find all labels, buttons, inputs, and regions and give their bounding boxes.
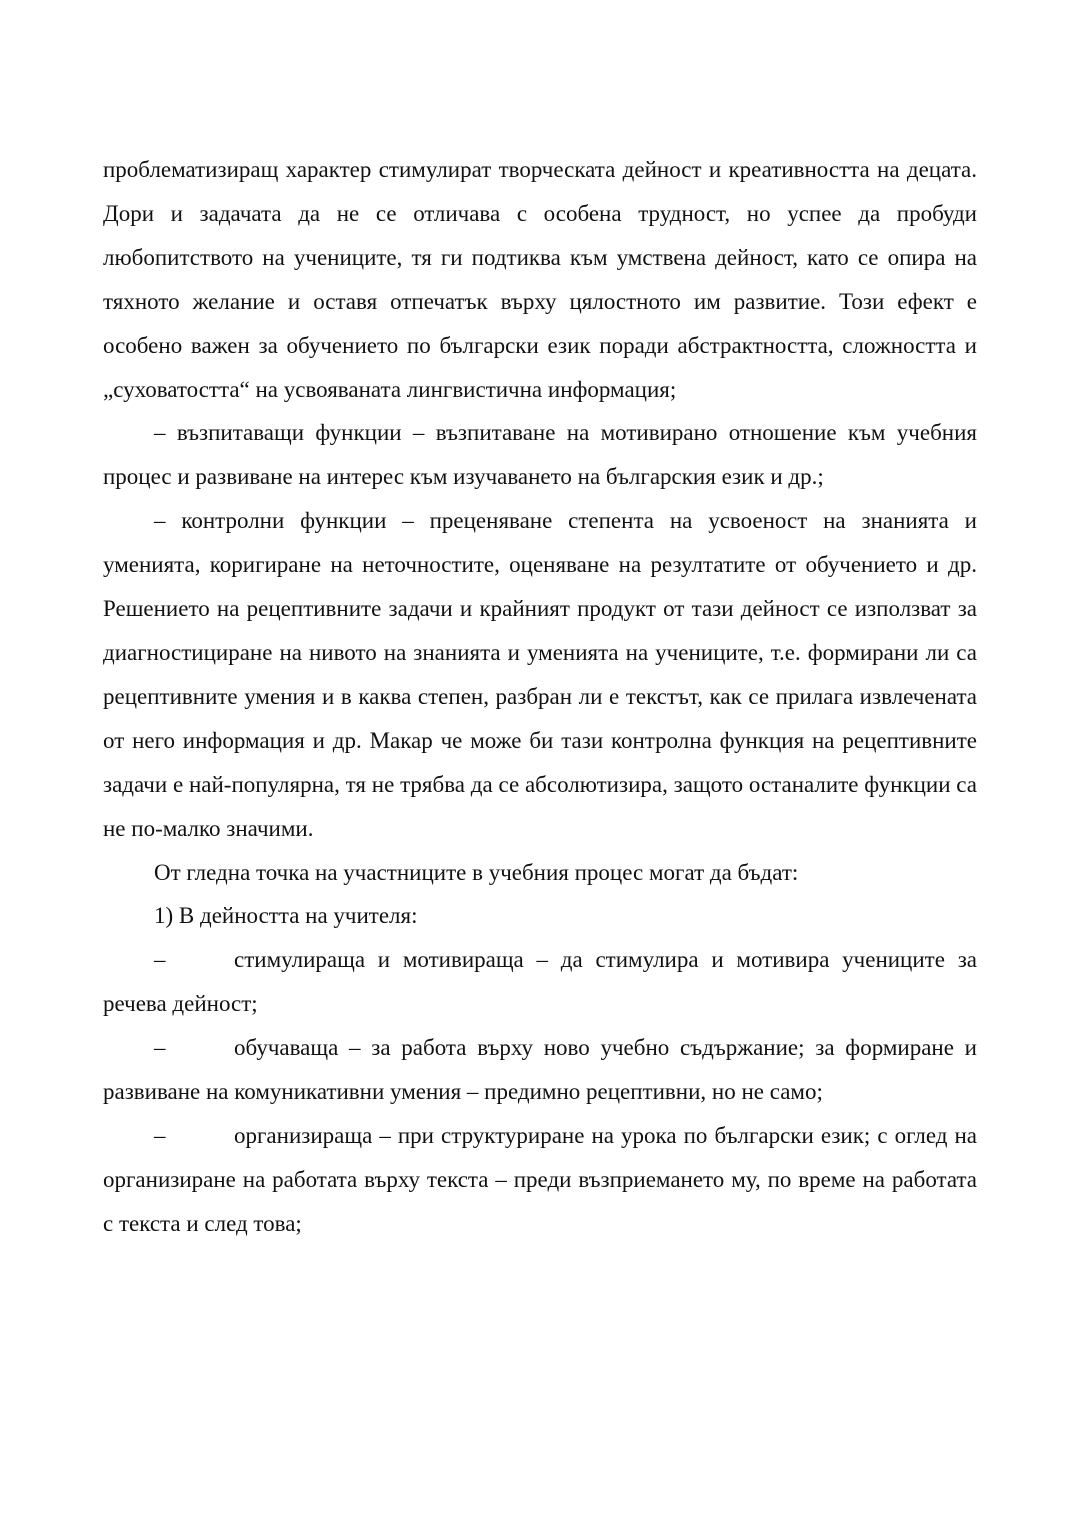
paragraph-teacher-activity-heading: 1) В дейността на учителя: [154,903,418,929]
list-item-text: стимулираща и мотивираща – да стимулира и мотивира учениците за речева дейност; [103,947,977,1017]
paragraph-educational-functions: – възпитаващи функции – възпитаване на мотивирано отношение към учебния процес и развиване на интерес към изучаването на българския език и др.; [103,420,977,490]
list-item [103,1114,977,1246]
list-dash: – [154,947,166,973]
paragraph-participants-intro: От гледна точка на участниците в учебния процес могат да бъдат: [154,859,799,885]
list-item [103,938,977,1026]
paragraph-continuation: проблематизиращ характер стимулират творческата дейност и креативността на децата. Дори и задачата да не се отличава с особена трудност, но успее да пробуди любопитството на учениците, тя ги подтиква към умствена дейност, като се опира на тяхното желание и оставя отпечатък върху цялостното им развитие. Този ефект е особено важен за обучението по български език поради абстрактността, сложността и „суховатостта“ на усвояваната лингвистична информация; [103,157,977,402]
document-body [103,148,977,1246]
paragraph-control-functions: – контролни функции – преценяване степента на усвоеност на знанията и уменията, коригиране на неточностите, оценяване на резултатите от обучението и др. Решението на рецептивните задачи и крайният продукт от тази дейност се използват за диагностициране на нивото на знанията и уменията на учениците, т.е. формирани ли са рецептивните умения и в каква степен, разбран ли е текстът, как се прилага извлечената от него информация и др. Макар че може би тази контролна функция на рецептивните задачи е най-популярна, тя не трябва да се абсолютизира, защото останалите функции са не по-малко значими. [103,508,977,841]
list-item [103,1026,977,1114]
list-dash: – [154,1035,166,1061]
list-item-text: обучаваща – за работа върху ново учебно съдържание; за формиране и развиване на комуникативни умения – предимно рецептивни, но не само; [103,1035,977,1105]
list-item-text: организираща – при структуриране на урока по български език; с оглед на организиране на работата върху текста – преди възприемането му, по време на работата с текста и след това; [103,1122,977,1236]
list-dash: – [154,1122,166,1148]
